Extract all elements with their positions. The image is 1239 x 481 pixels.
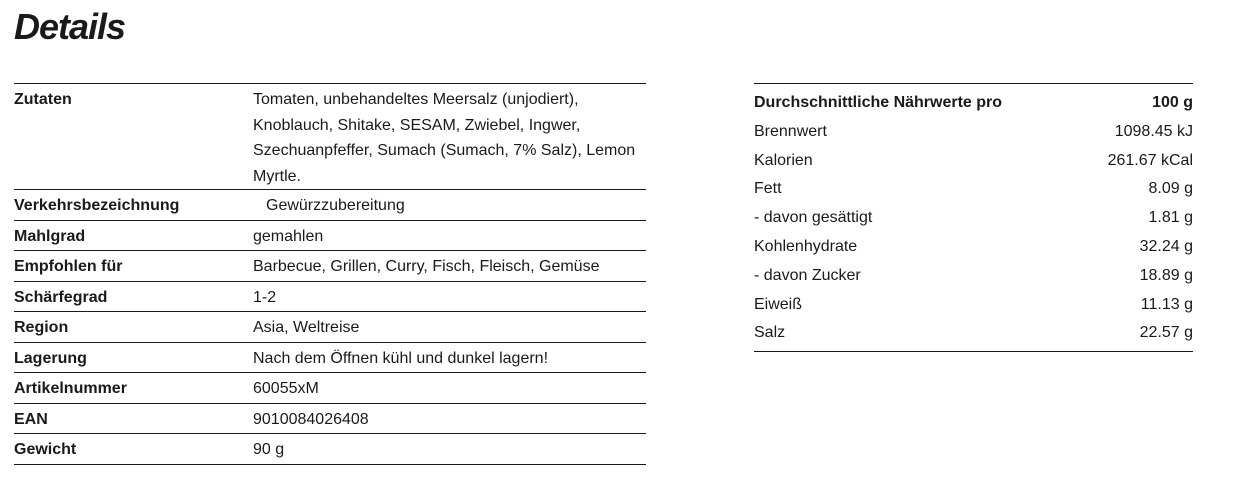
details-row-empfohlen: [14, 251, 646, 282]
details-table: [14, 83, 646, 465]
details-label: Mahlgrad: [14, 227, 86, 245]
details-value: Nach dem Öffnen kühl und dunkel lagern!: [253, 349, 549, 367]
nutrition-header-row: [754, 89, 1193, 118]
details-value: gemahlen: [253, 227, 324, 245]
details-value: Asia, Weltreise: [253, 319, 360, 336]
details-label: Region: [14, 319, 69, 336]
details-value: 9010084026408: [253, 410, 369, 428]
details-label: Verkehrsbezeichnung: [14, 197, 180, 214]
details-row-artikelnummer: [14, 373, 646, 404]
nutrition-row-zucker: [754, 262, 1193, 291]
nutrition-value: 8.09 g: [1148, 180, 1193, 198]
nutrition-label: Eiweiß: [754, 295, 803, 313]
nutrition-value: 1.81 g: [1148, 209, 1193, 227]
nutrition-label: Kohlenhydrate: [754, 237, 858, 255]
details-label: Zutaten: [14, 91, 72, 108]
nutrition-label: - davon Zucker: [754, 266, 861, 284]
details-row-verkehrsbezeichnung: [14, 190, 646, 221]
nutrition-row-kohlenhydrate: [754, 233, 1193, 262]
nutrition-value: 18.89 g: [1139, 266, 1193, 284]
details-row-ean: [14, 404, 646, 435]
nutrition-value: 22.57 g: [1139, 324, 1193, 342]
nutrition-row-eiweiss: [754, 291, 1193, 320]
nutrition-header-value: 100 g: [1152, 94, 1193, 111]
nutrition-row-fett: [754, 175, 1193, 204]
details-value: 60055xM: [253, 380, 319, 397]
details-value: Gewürzzubereitung: [266, 197, 405, 214]
details-row-zutaten: [14, 84, 646, 190]
details-row-schaerfegrad: [14, 282, 646, 313]
details-label: Gewicht: [14, 441, 77, 458]
nutrition-table: [754, 83, 1193, 352]
details-row-lagerung: [14, 343, 646, 374]
nutrition-value: 32.24 g: [1139, 237, 1193, 255]
nutrition-label: Salz: [754, 324, 786, 342]
details-row-gewicht: [14, 434, 646, 465]
details-label: EAN: [14, 410, 48, 428]
nutrition-label: Kalorien: [754, 151, 813, 169]
details-row-mahlgrad: [14, 221, 646, 252]
nutrition-value: 11.13 g: [1140, 295, 1193, 313]
details-label: Artikelnummer: [14, 380, 127, 397]
details-label: Lagerung: [14, 349, 87, 367]
nutrition-value: 261.67 kCal: [1107, 151, 1193, 169]
nutrition-row-brennwert: [754, 118, 1193, 147]
nutrition-value: 1098.45 kJ: [1114, 122, 1193, 140]
nutrition-row-gesaettigt: [754, 204, 1193, 233]
nutrition-row-salz: [754, 319, 1193, 348]
details-value: Tomaten, unbehandeltes Meersalz (unjodiert), Knoblauch, Shitake, SESAM, Zwiebel, Ingwer, Szechuanpfeffer, Sumach (Sumach, 7% Salz), Lemon Myrtle.: [253, 91, 636, 185]
details-value: 1-2: [253, 288, 277, 306]
nutrition-label: - davon gesättigt: [754, 209, 873, 227]
nutrition-header-label: Durchschnittliche Nährwerte pro: [754, 94, 1003, 111]
nutrition-label: Fett: [754, 180, 782, 198]
details-row-region: [14, 312, 646, 343]
details-value: Barbecue, Grillen, Curry, Fisch, Fleisch, Gemüse: [253, 258, 600, 275]
details-label: Schärfegrad: [14, 288, 108, 306]
details-value: 90 g: [253, 441, 285, 458]
nutrition-row-kalorien: [754, 147, 1193, 176]
page-title: Details: [14, 6, 126, 47]
details-label: Empfohlen für: [14, 258, 123, 275]
nutrition-label: Brennwert: [754, 122, 827, 140]
